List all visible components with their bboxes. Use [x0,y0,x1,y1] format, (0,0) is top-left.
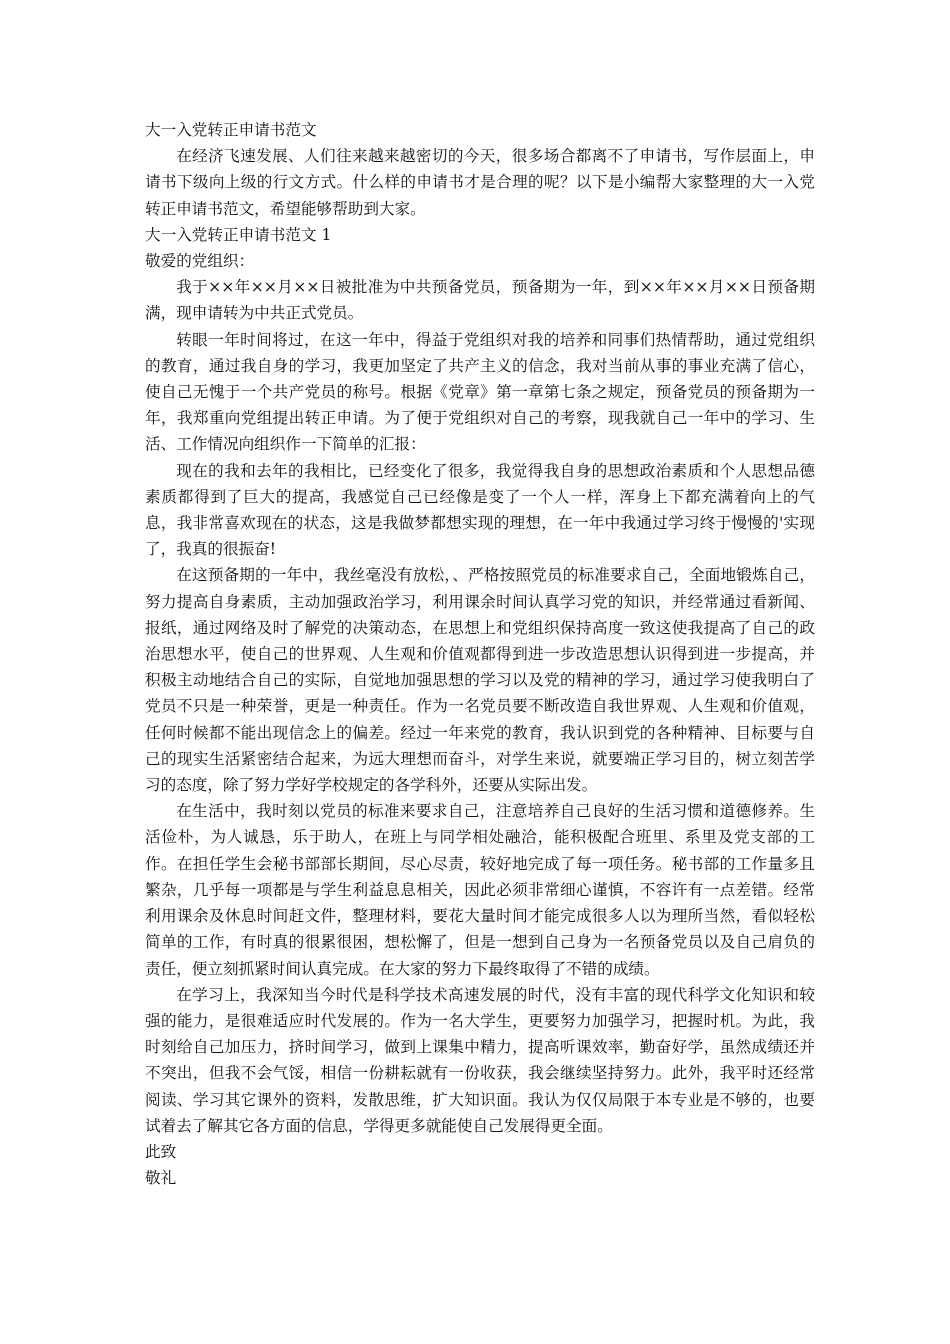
closing-line: 此致 [145,1142,177,1161]
document-body [145,117,815,1191]
body-paragraph: 转眼一年时间将过，在这一年中，得益于党组织对我的培养和同事们热情帮助，通过党组织的教育，通过我自身的学习，我更加坚定了共产主义的信念，我对当前从事的事业充满了信心，使自己无愧于一个共产党员的称号。根据《党章》第一章第七条之规定，预备党员的预备期为一年，我郑重向党组提出转正申请。为了便于党组织对自己的考察，现我就自己一年中的学习、生活、工作情况向组织作一下简单的汇报： [145,330,815,454]
document-title: 大一入党转正申请书范文 [145,121,317,139]
salutation: 敬爱的党组织： [145,252,255,271]
body-paragraph: 在这预备期的一年中，我丝毫没有放松，、严格按照党员的标准要求自己，全面地锻炼自己，努力提高自身素质，主动加强政治学习，利用课余时间认真学习党的知识，并经常通过看新闻、报纸，通过网络及时了解党的决策动态，在思想上和党组织保持高度一致这使我提高了自己的政治思想水平，使自己的世界观、人生观和价值观都得到进一步改造思想认识得到进一步提高，并积极主动地结合自己的实际，自觉地加强思想的学习以及党的精神的学习，通过学习使我明白了党员不只是一种荣誉，更是一种责任。作为一名党员要不断改造自我世界观、人生观和价值观，任何时候都不能出现信念上的偏差。经过一年来党的教育，我认识到党的各种精神、目标要与自己的现实生活紧密结合起来，为远大理想而奋斗，对学生来说，就要端正学习目的，树立刻苦学习的态度，除了努力学好学校规定的各学科外，还要从实际出发。 [145,566,815,795]
body-paragraph: 现在的我和去年的我相比，已经变化了很多，我觉得我自身的思想政治素质和个人思想品德素质都得到了巨大的提高，我感觉自己已经像是变了一个人一样，浑身上下都充满着向上的气息，我非常喜欢现在的状态，这是我做梦都想实现的理想，在一年中我通过学习终于慢慢的'实现了，我真的很振奋! [145,461,815,559]
body-paragraph: 在生活中，我时刻以党员的标准来要求自己，注意培养自己良好的生活习惯和道德修养。生活俭朴，为人诚恳，乐于助人，在班上与同学相处融洽，能积极配合班里、系里及党支部的工作。在担任学生会秘书部部长期间，尽心尽责，较好地完成了每一项任务。秘书部的工作量多且繁杂，几乎每一项都是与学生利益息息相关，因此必须非常细心谨慎，不容许有一点差错。经常利用课余及休息时间赶文件，整理材料，要花大量时间才能完成很多人以为理所当然，看似轻松简单的工作，有时真的很累很困，想松懈了，但是一想到自己身为一名预备党员以及自己肩负的责任，便立刻抓紧时间认真完成。在大家的努力下最终取得了不错的成绩。 [145,802,815,978]
body-paragraph: 我于××年××月××日被批准为中共预备党员，预备期为一年，到××年××月××日预备期满，现申请转为中共正式党员。 [145,278,815,323]
intro-paragraph: 在经济飞速发展、人们往来越来越密切的今天，很多场合都离不了申请书，写作层面上，申请书下级向上级的行文方式。什么样的申请书才是合理的呢？以下是小编帮大家整理的大一入党转正申请书范文，希望能够帮助到大家。 [145,147,815,218]
closing-line: 敬礼 [145,1169,177,1188]
section-title: 大一入党转正申请书范文 1 [145,225,332,244]
body-paragraph: 在学习上，我深知当今时代是科学技术高速发展的时代，没有丰富的现代科学文化知识和较强的能力，是很难适应时代发展的。作为一名大学生，更要努力加强学习，把握时机。为此，我时刻给自己加压力，挤时间学习，做到上课集中精力，提高听课效率，勤奋好学，虽然成绩还并不突出，但我不会气馁，相信一份耕耘就有一份收获，我会继续坚持努力。此外，我平时还经常阅读、学习其它课外的资料，发散思维，扩大知识面。我认为仅仅局限于本专业是不够的，也要试着去了解其它各方面的信息，学得更多就能使自己发展得更全面。 [145,985,815,1135]
